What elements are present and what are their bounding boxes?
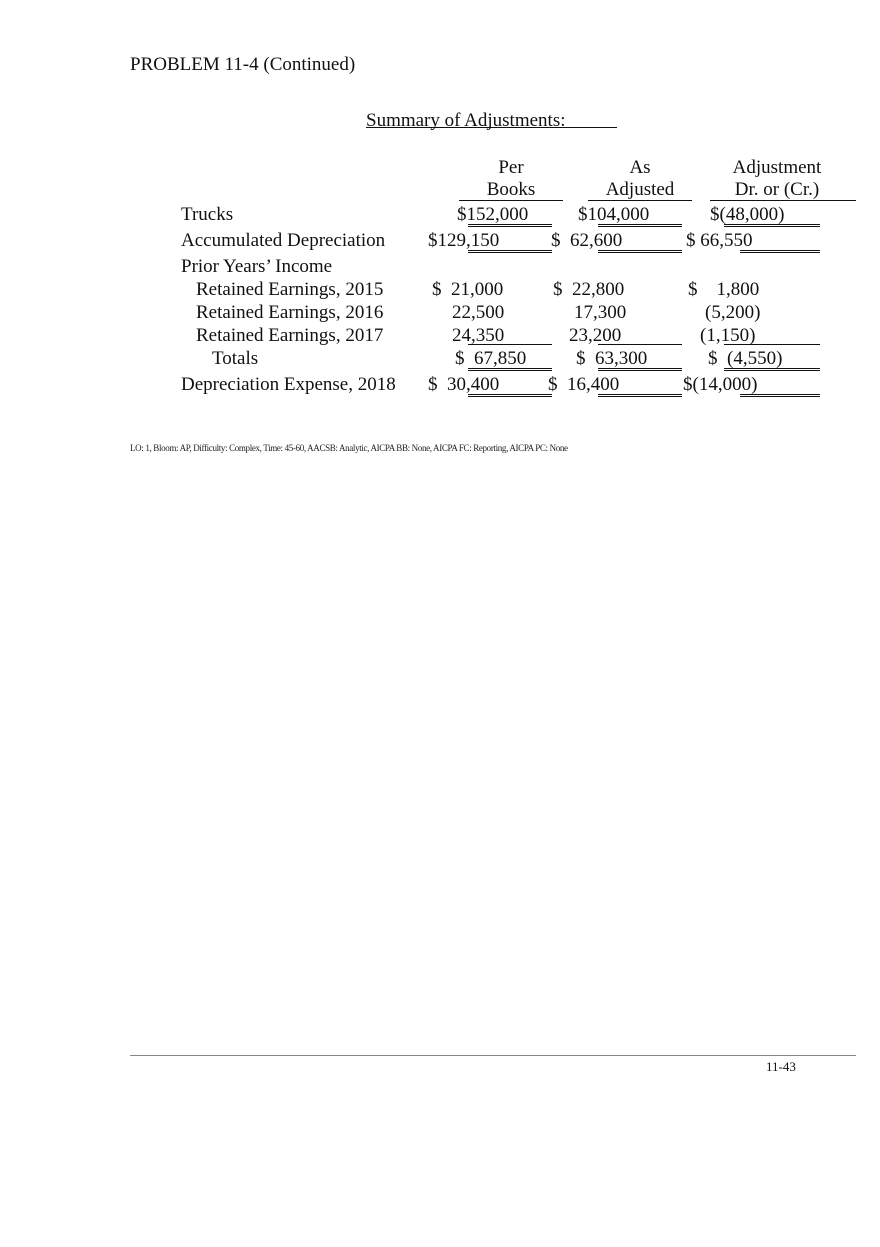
dep-exp-adjustment-double-rule xyxy=(740,394,820,397)
row-label-trucks: Trucks xyxy=(181,204,234,225)
trucks-as-adjusted: $104,000 xyxy=(578,204,650,225)
footer-divider xyxy=(130,1055,856,1056)
row-label-re-2016: Retained Earnings, 2016 xyxy=(196,302,384,323)
accum-dep-as-adjusted: $ 62,600 xyxy=(551,230,623,251)
accum-dep-adjustment-double-rule xyxy=(740,250,820,253)
re-2016-per-books: 22,500 xyxy=(452,302,505,323)
totals-as-adjusted-double-rule xyxy=(598,368,682,371)
dep-exp-per-books: $ 30,400 xyxy=(428,374,500,395)
accum-dep-per-books: $129,150 xyxy=(428,230,500,251)
trucks-as-adjusted-double-rule xyxy=(598,224,682,227)
row-label-re-2017: Retained Earnings, 2017 xyxy=(196,325,384,346)
title-underline xyxy=(366,127,617,128)
header-per-books-line2: Books xyxy=(486,179,536,200)
header-as-adjusted-rule xyxy=(588,200,692,201)
header-adjustment-rule xyxy=(710,200,856,201)
table-title: Summary of Adjustments: xyxy=(366,110,566,131)
trucks-adjustment: $(48,000) xyxy=(710,204,785,225)
trucks-per-books: $152,000 xyxy=(457,204,529,225)
re-2017-adjustment-rule xyxy=(724,344,820,345)
header-as-adjusted-line1: As xyxy=(629,157,651,178)
header-as-adjusted-line2: Adjusted xyxy=(605,179,675,200)
re-2015-adjustment: $ 1,800 xyxy=(688,279,760,300)
re-2017-as-adjusted-rule xyxy=(598,344,682,345)
row-label-re-2015: Retained Earnings, 2015 xyxy=(196,279,384,300)
re-2017-as-adjusted: 23,200 xyxy=(569,325,622,346)
trucks-per-books-double-rule xyxy=(468,224,552,227)
re-2016-as-adjusted: 17,300 xyxy=(574,302,627,323)
re-2015-per-books: $ 21,000 xyxy=(432,279,504,300)
learning-objective-footnote: LO: 1, Bloom: AP, Difficulty: Complex, Time: 45-60, AACSB: Analytic, AICPA BB: None, AICPA FC: Reporting, AICPA PC: None xyxy=(130,443,568,453)
totals-per-books: $ 67,850 xyxy=(455,348,527,369)
accum-dep-as-adjusted-double-rule xyxy=(598,250,682,253)
dep-exp-as-adjusted-double-rule xyxy=(598,394,682,397)
header-as-adjusted xyxy=(588,157,692,201)
re-2017-per-books: 24,350 xyxy=(452,325,505,346)
dep-exp-per-books-double-rule xyxy=(468,394,552,397)
row-label-accumulated-depreciation: Accumulated Depreciation xyxy=(181,230,386,251)
header-adjustment-line2: Dr. or (Cr.) xyxy=(734,179,820,200)
accum-dep-adjustment: $ 66,550 xyxy=(686,230,753,251)
header-adjustment xyxy=(710,157,844,201)
totals-as-adjusted: $ 63,300 xyxy=(576,348,648,369)
totals-adjustment-double-rule xyxy=(724,368,820,371)
trucks-adjustment-double-rule xyxy=(724,224,820,227)
re-2016-adjustment: (5,200) xyxy=(705,302,761,323)
header-per-books xyxy=(459,157,563,201)
accum-dep-per-books-double-rule xyxy=(468,250,552,253)
row-label-prior-years-income: Prior Years’ Income xyxy=(181,256,333,277)
dep-exp-adjustment: $(14,000) xyxy=(683,374,758,395)
re-2015-as-adjusted: $ 22,800 xyxy=(553,279,625,300)
page-heading: PROBLEM 11-4 (Continued) xyxy=(130,54,356,75)
row-label-depreciation-expense: Depreciation Expense, 2018 xyxy=(181,374,396,395)
row-label-totals: Totals xyxy=(212,348,259,369)
dep-exp-as-adjusted: $ 16,400 xyxy=(548,374,620,395)
header-per-books-rule xyxy=(459,200,563,201)
re-2017-per-books-rule xyxy=(468,344,552,345)
page-number: 11-43 xyxy=(766,1059,796,1074)
re-2017-adjustment: (1,150) xyxy=(700,325,756,346)
totals-adjustment: $ (4,550) xyxy=(708,348,783,369)
totals-per-books-double-rule xyxy=(468,368,552,371)
header-adjustment-line1: Adjustment xyxy=(732,157,822,178)
header-per-books-line1: Per xyxy=(498,157,524,178)
